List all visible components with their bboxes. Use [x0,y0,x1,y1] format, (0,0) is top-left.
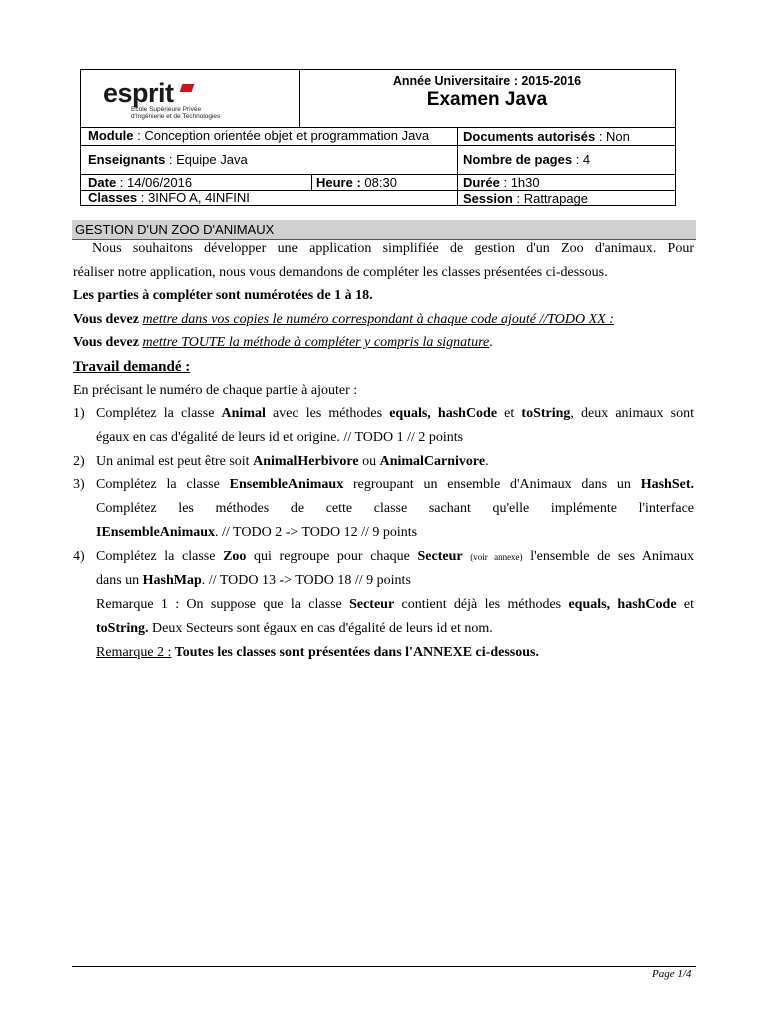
exam-header-table [80,69,676,206]
logo-brand: esprit [103,78,174,108]
divider [311,174,312,190]
intro-bold-line: Les parties à compléter sont numérotées de 1 à 18. [73,288,373,303]
item-2-number: 2) [73,454,85,469]
item-3-line-2: Complétez les méthodes de cette classe sachant qu'elle implémente l'interface [96,501,694,516]
instruction-signature: Vous devez mettre TOUTE la méthode à compléter y compris la signature. [73,335,493,350]
travail-heading: Travail demandé : [73,359,191,375]
item-1-number: 1) [73,406,85,421]
enseignants-field: Enseignants : Equipe Java [88,152,248,167]
exam-title: Examen Java [426,89,548,110]
intro-line-1: Nous souhaitons développer une application simplifiée de gestion d'un Zoo d'animaux. Pour [92,241,694,256]
travail-precision: En précisant le numéro de chaque partie à ajouter : [73,383,358,398]
divider [457,127,458,205]
instruction-todo: Vous devez mettre dans vos copies le numéro correspondant à chaque code ajouté //TODO XX : [73,312,614,327]
item-3-line-1: Complétez la classe EnsembleAnimaux regroupant un ensemble d'Animaux dans un HashSet. [96,477,694,492]
module-field: Module : Conception orientée objet et programmation Java [88,128,430,143]
remarque-1-line-2: toString. Deux Secteurs sont égaux en cas d'égalité de leurs id et nom. [96,621,493,636]
remarque-2: Remarque 2 : Toutes les classes sont présentées dans l'ANNEXE ci-dessous. [96,645,539,660]
item-3-number: 3) [73,477,85,492]
footer-divider [72,966,696,967]
item-3-line-3: IEnsembleAnimaux. // TODO 2 -> TODO 12 // 9 points [96,525,418,540]
academic-year: Année Universitaire : 2015-2016 [392,74,582,88]
intro-line-2: réaliser notre application, nous vous demandons de compléter les classes présentées ci-dessous. [73,265,608,280]
logo-red-mark [180,84,195,92]
remarque-1-line-1: Remarque 1 : On suppose que la classe Secteur contient déjà les méthodes equals, hashCode et [96,597,694,612]
divider [81,145,675,146]
item-1-line-1: Complétez la classe Animal avec les méthodes equals, hashCode et toString, deux animaux sont [96,406,695,421]
date-field: Date : 14/06/2016 [88,175,193,190]
esprit-logo [81,70,299,127]
classes-field: Classes : 3INFO A, 4INFINI [88,190,250,205]
documents-field: Documents autorisés : Non [463,129,630,144]
pages-field: Nombre de pages : 4 [463,152,591,167]
session-field: Session : Rattrapage [463,191,589,206]
item-4-number: 4) [73,549,85,564]
item-4-line-1: Complétez la classe Zoo qui regroupe pour chaque Secteur (voir annexe) l'ensemble de ses Animaux [96,549,694,564]
item-4-line-2: dans un HashMap. // TODO 13 -> TODO 18 // 9 points [96,573,411,588]
duree-field: Durée : 1h30 [463,175,540,190]
item-1-line-2: égaux en cas d'égalité de leurs id et origine. // TODO 1 // 2 points [96,430,464,445]
logo-subtitle: Ecole Supérieure Privée d'Ingénierie et de Technologies [131,106,221,120]
page-number: Page 1/4 [652,968,692,980]
item-2-line-1: Un animal est peut être soit AnimalHerbivore ou AnimalCarnivore. [96,454,489,469]
heure-field: Heure : 08:30 [316,175,397,190]
section-title: GESTION D'UN ZOO D'ANIMAUX [72,220,696,240]
